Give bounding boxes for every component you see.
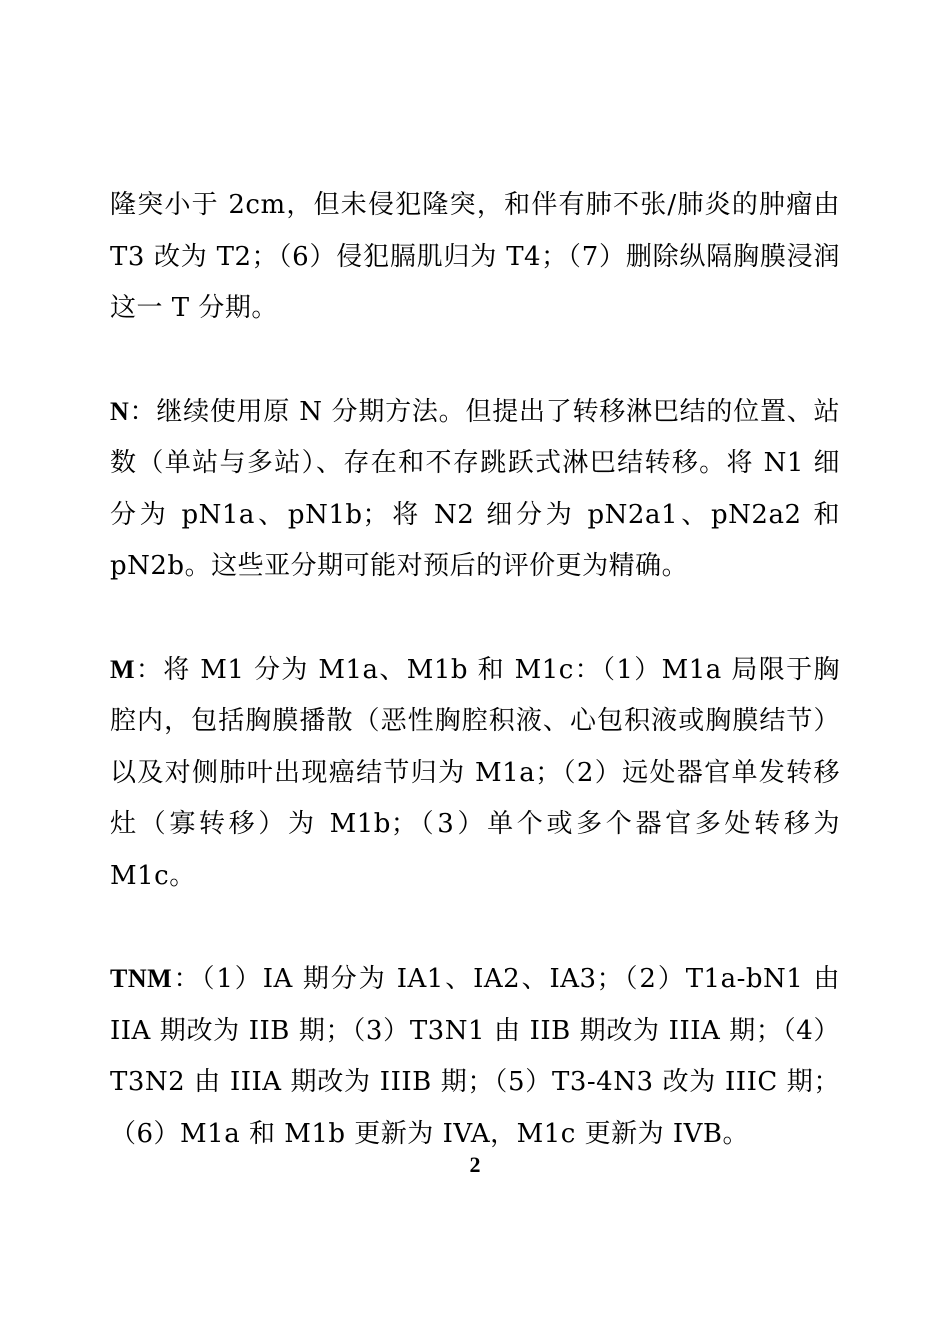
paragraph-lead: TNM [110,964,173,993]
paragraph-m-stage [110,644,840,903]
paragraph-text: ：将 M1 分为 M1a、M1b 和 M1c：（1）M1a 局限于胸腔内，包括胸膜播散（恶性胸腔积液、心包积液或胸膜结节）以及对侧肺叶出现癌结节归为 M1a；（2）远处器官单发转移灶（寡转移）为 M1b；（3）单个或多个器官多处转移为 M1c。 [110,654,840,891]
paragraph-text: 隆突小于 2cm，但未侵犯隆突，和伴有肺不张/肺炎的肿瘤由 T3 改为 T2；（6）侵犯膈肌归为 T4；（7）删除纵隔胸膜浸润这一 T 分期。 [110,190,840,323]
paragraph-n-stage [110,386,840,593]
document-body [110,180,840,1211]
paragraph-text: ：（1）IA 期分为 IA1、IA2、IA3；（2）T1a-bN1 由 IIA 期改为 IIB 期；（3）T3N1 由 IIB 期改为 IIIA 期；（4）T3N2 由 IIIA 期改为 IIIB 期；（5）T3-4N3 改为 IIIC 期；（6）M1a 和 M1b 更新为 IVA，M1c 更新为 IVB。 [110,964,840,1149]
paragraph-lead: M [110,654,136,684]
paragraph-tnm-stage [110,953,840,1160]
paragraph-t-stage-continued [110,180,840,335]
page-number: 2 [469,1152,481,1177]
paragraph-lead: N [110,396,130,426]
paragraph-text: ：继续使用原 N 分期方法。但提出了转移淋巴结的位置、站数（单站与多站）、存在和不存跳跃式淋巴结转移。将 N1 细分为 pN1a、pN1b；将 N2 细分为 pN2a1、pN2a2 和 pN2b。这些亚分期可能对预后的评价更为精确。 [110,396,840,581]
